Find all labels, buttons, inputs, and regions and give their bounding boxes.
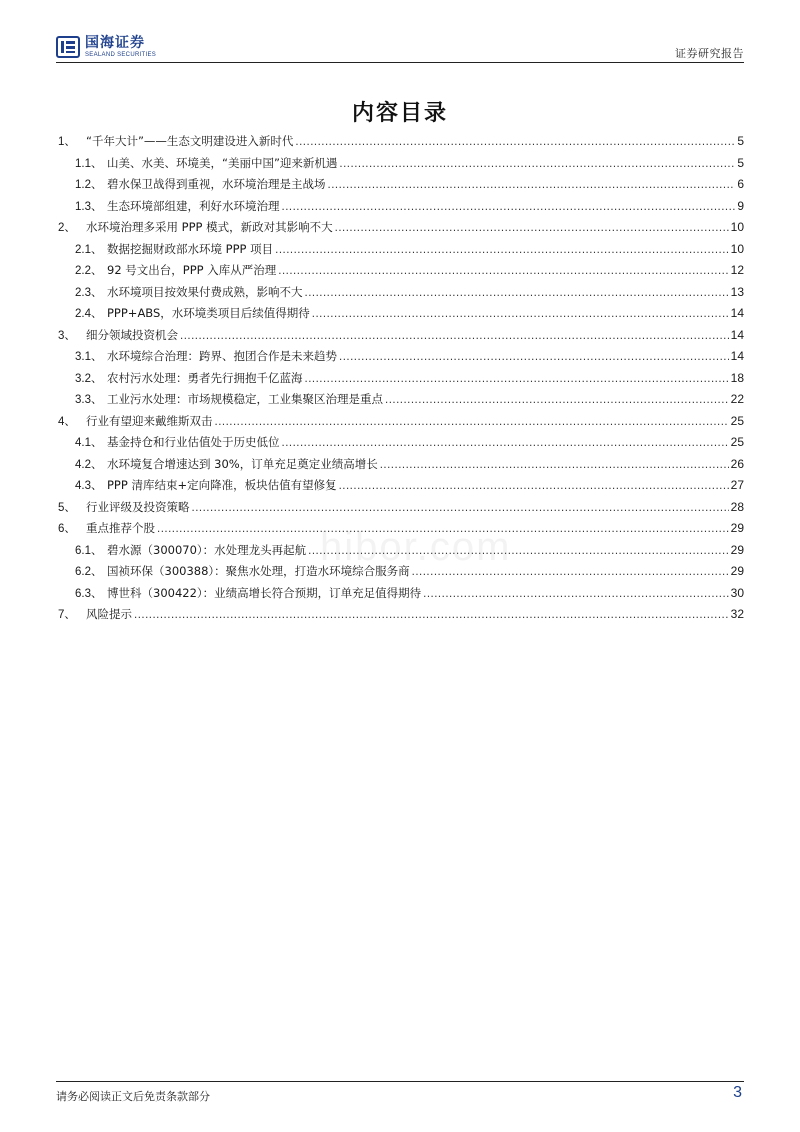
toc-entry-title[interactable]: PPP 清库结束+定向降准，板块估值有望修复 (107, 478, 337, 492)
toc-entry-number: 5、 (58, 501, 76, 514)
toc-entry-number: 4.1、 (75, 437, 103, 449)
toc-entry-title[interactable]: 水环境项目按效果付费成熟，影响不大 (107, 284, 303, 299)
toc-entry-title[interactable]: 细分领域投资机会 (86, 327, 178, 342)
toc-entry-title[interactable]: 风险提示 (86, 607, 132, 621)
toc-dot-leader (305, 373, 729, 385)
toc-entry-title[interactable]: 山美、水美、环境美，“美丽中国”迎来新机遇 (107, 155, 338, 170)
toc-entry[interactable] (58, 413, 744, 435)
toc-dot-leader (278, 265, 728, 277)
toc-entry-title[interactable]: 92 号文出台，PPP 入库从严治理 (107, 263, 277, 277)
toc-dot-leader (339, 480, 729, 492)
toc-entry[interactable] (58, 305, 744, 327)
toc-entry[interactable] (58, 198, 744, 220)
toc-dot-leader (192, 502, 729, 514)
toc-entry-number: 4.3、 (75, 480, 103, 492)
toc-entry-number: 1.2、 (75, 179, 103, 191)
toc-entry-page: 12 (730, 263, 744, 277)
toc-entry-title[interactable]: 碧水源（300070）：水处理龙头再起航 (107, 542, 307, 557)
toc-entry-page: 18 (730, 370, 744, 385)
sealand-logo-icon (56, 35, 80, 59)
toc-entry-title[interactable]: 行业评级及投资策略 (86, 499, 190, 514)
toc-entry-title[interactable]: 水环境复合增速达到 30%，订单充足奠定业绩高增长 (107, 456, 378, 471)
toc-entry[interactable] (58, 585, 744, 607)
toc-entry[interactable] (58, 176, 744, 198)
toc-entry-title[interactable]: 国祯环保（300388）：聚焦水处理，打造水环境综合服务商 (107, 564, 410, 578)
toc-entry-number: 2、 (58, 222, 76, 234)
toc-entry-page: 14 (730, 306, 744, 320)
toc-entry-title[interactable]: 碧水保卫战得到重视，水环境治理是主战场 (107, 177, 326, 191)
toc-dot-leader (312, 308, 729, 320)
toc-entry-number: 3.1、 (75, 351, 103, 363)
watermark: hibor.com (320, 525, 512, 569)
toc-entry-page: 25 (730, 435, 744, 449)
page-number: 3 (733, 1084, 742, 1101)
toc-entry[interactable] (58, 456, 744, 478)
toc-entry[interactable] (58, 477, 744, 499)
toc-entry-page: 14 (730, 327, 744, 342)
toc-entry-title[interactable]: 博世科（300422）：业绩高增长符合预期，订单充足值得期待 (107, 585, 422, 600)
toc-dot-leader (275, 244, 729, 256)
toc-entry-title[interactable]: 农村污水处理：勇者先行拥抱千亿蓝海 (107, 370, 303, 385)
toc-entry[interactable] (58, 606, 744, 628)
toc-entry-number: 3.3、 (75, 394, 103, 406)
toc-entry-title[interactable]: 行业有望迎来戴维斯双击 (86, 413, 213, 428)
toc-entry-title[interactable]: 生态环境部组建，利好水环境治理 (107, 198, 280, 213)
toc-entry-page: 27 (730, 478, 744, 492)
toc-entry-page: 29 (730, 542, 744, 557)
toc-entry[interactable] (58, 434, 744, 456)
toc-dot-leader (380, 459, 729, 471)
toc-entry-number: 2.1、 (75, 243, 103, 256)
toc-entry-page: 25 (730, 413, 744, 428)
toc-dot-leader (282, 437, 729, 449)
toc-dot-leader (180, 330, 729, 342)
toc-entry-page: 26 (730, 456, 744, 471)
toc-dot-leader (385, 394, 729, 406)
toc-entry-title[interactable]: PPP+ABS，水环境类项目后续值得期待 (107, 306, 310, 320)
toc-title: 内容目录 (351, 100, 448, 126)
toc-dot-leader (215, 416, 729, 428)
toc-entry-page: 22 (730, 392, 744, 406)
toc-entry-number: 1.1、 (75, 157, 103, 170)
toc-entry-number: 3.2、 (75, 372, 103, 385)
toc-entry-title[interactable]: 重点推荐个股 (86, 521, 155, 535)
toc-entry[interactable] (58, 391, 744, 413)
logo-english-name: SEALAND SECURITIES (85, 52, 157, 58)
toc-entry[interactable] (58, 219, 744, 241)
toc-entry[interactable] (58, 370, 744, 392)
toc-entry-number: 7、 (58, 609, 76, 621)
footer-disclaimer: 请务必阅读正文后免责条款部分 (56, 1090, 210, 1103)
toc-entry-title[interactable]: 水环境综合治理：跨界、抱团合作是未来趋势 (107, 349, 337, 363)
toc-entry[interactable] (58, 262, 744, 284)
toc-entry-page: 14 (730, 349, 744, 363)
toc-entry-number: 2.2、 (75, 265, 103, 277)
toc-dot-leader (328, 179, 736, 191)
toc-entry-page: 29 (730, 564, 744, 578)
toc-entry-number: 6、 (58, 523, 76, 535)
toc-entry-number: 1、 (58, 136, 76, 148)
toc-entry-page: 5 (737, 134, 744, 148)
toc-entry-title[interactable]: 基金持仓和行业估值处于历史低位 (107, 435, 280, 449)
toc-entry-title[interactable]: “千年大计”——生态文明建设进入新时代 (86, 134, 294, 148)
toc-dot-leader (282, 201, 736, 213)
toc-dot-leader (305, 287, 729, 299)
toc-entry-page: 5 (737, 155, 744, 170)
page-header (56, 30, 744, 62)
toc-entry-number: 6.3、 (75, 587, 103, 600)
toc-entry-page: 9 (737, 198, 744, 213)
toc-entry-page: 29 (730, 521, 744, 535)
toc-entry-page: 6 (737, 177, 744, 191)
toc-dot-leader (335, 222, 729, 234)
footer-divider (56, 1081, 744, 1082)
toc-entry-page: 10 (730, 241, 744, 256)
toc-dot-leader (339, 158, 735, 170)
toc-entry[interactable] (58, 133, 744, 155)
toc-entry-page: 13 (730, 284, 744, 299)
toc-entry-number: 4.2、 (75, 458, 103, 471)
toc-entry-title[interactable]: 数据挖掘财政部水环境 PPP 项目 (107, 241, 274, 256)
toc-entry-number: 4、 (58, 415, 76, 428)
toc-entry-page: 30 (730, 585, 744, 600)
toc-entry-title[interactable]: 工业污水处理：市场规模稳定，工业集聚区治理是重点 (107, 392, 383, 406)
toc-entry-number: 3、 (58, 329, 76, 342)
toc-entry[interactable] (58, 348, 744, 370)
toc-entry[interactable] (58, 284, 744, 306)
toc-entry-number: 1.3、 (75, 200, 103, 213)
logo-wordmark (85, 35, 156, 59)
toc-entry[interactable] (58, 241, 744, 263)
toc-dot-leader (423, 588, 728, 600)
toc-entry-page: 32 (730, 607, 744, 621)
toc-dot-leader (339, 351, 729, 363)
toc-entry-page: 10 (730, 220, 744, 234)
toc-entry[interactable] (58, 327, 744, 349)
toc-entry-title[interactable]: 水环境治理多采用 PPP 模式，新政对其影响不大 (86, 220, 333, 234)
report-type-label: 证券研究报告 (675, 47, 744, 60)
header-divider (56, 62, 744, 63)
toc-entry-number: 2.3、 (75, 286, 103, 299)
toc-entry-number: 6.2、 (75, 566, 103, 578)
toc-dot-leader (134, 609, 729, 621)
sealand-logo (56, 33, 156, 61)
toc-entry-number: 2.4、 (75, 308, 103, 320)
toc-entry[interactable] (58, 155, 744, 177)
toc-entry[interactable] (58, 499, 744, 521)
toc-dot-leader (295, 136, 735, 148)
logo-chinese-name: 国海证券 (85, 35, 145, 51)
toc-entry-page: 28 (730, 499, 744, 514)
toc-entry-number: 6.1、 (75, 544, 103, 557)
